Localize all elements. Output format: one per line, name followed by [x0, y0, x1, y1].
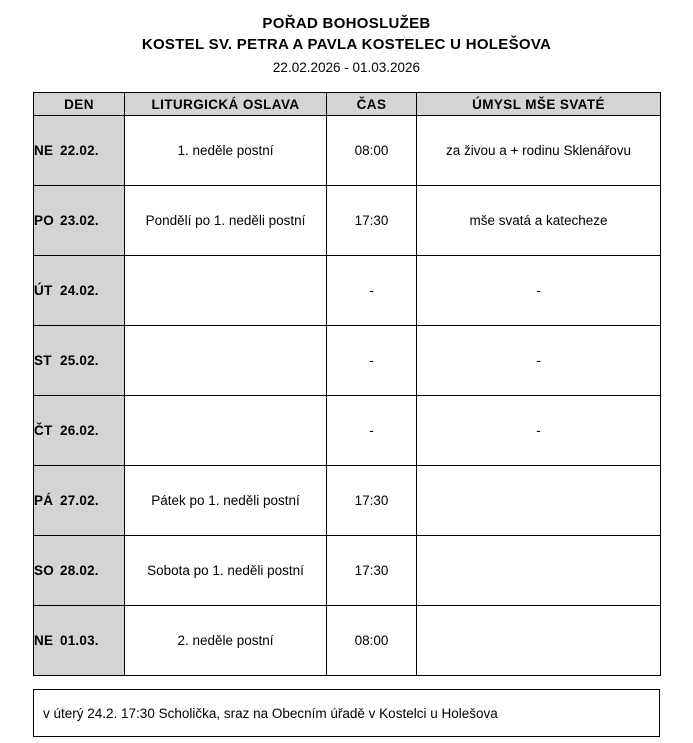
cell-time: -	[327, 256, 417, 326]
cell-day	[34, 186, 125, 256]
day-of-week: ÚT	[34, 283, 53, 298]
cell-liturgy	[125, 256, 327, 326]
table-row	[34, 396, 661, 466]
day-of-week: ST	[34, 353, 52, 368]
table-row	[34, 326, 661, 396]
day-of-week: PO	[34, 213, 54, 228]
cell-day	[34, 396, 125, 466]
table-header-row	[34, 93, 661, 116]
table-row	[34, 466, 661, 536]
day-of-week: ČT	[34, 423, 53, 438]
column-header-time: ČAS	[327, 93, 417, 116]
cell-liturgy	[125, 326, 327, 396]
table-header	[34, 93, 661, 116]
cell-intention: -	[417, 326, 661, 396]
day-of-week: PÁ	[34, 493, 54, 508]
day-of-week: NE	[34, 143, 54, 158]
cell-intention: mše svatá a katecheze	[417, 186, 661, 256]
footer-note-box	[33, 689, 660, 737]
cell-day	[34, 256, 125, 326]
footer-note-text: v úterý 24.2. 17:30 Scholička, sraz na Obecním úřadě v Kostelci u Holešova	[43, 705, 498, 721]
cell-day	[34, 466, 125, 536]
table-row	[34, 536, 661, 606]
table-row	[34, 116, 661, 186]
table-row	[34, 256, 661, 326]
cell-time: 08:00	[327, 116, 417, 186]
cell-intention: -	[417, 256, 661, 326]
day-date: 01.03.	[60, 633, 99, 648]
cell-time: -	[327, 326, 417, 396]
document-header	[0, 0, 693, 78]
cell-time: 17:30	[327, 536, 417, 606]
cell-time: -	[327, 396, 417, 466]
document-title: POŘAD BOHOSLUŽEB	[262, 15, 431, 32]
column-header-intention: ÚMYSL MŠE SVATÉ	[417, 93, 661, 116]
day-of-week: NE	[34, 633, 54, 648]
cell-intention	[417, 536, 661, 606]
day-date: 25.02.	[60, 353, 99, 368]
table-body	[34, 116, 661, 676]
cell-liturgy: Pondělí po 1. neděli postní	[125, 186, 327, 256]
column-header-day: DEN	[34, 93, 125, 116]
day-date: 26.02.	[60, 423, 99, 438]
cell-day	[34, 536, 125, 606]
table-row	[34, 186, 661, 256]
cell-day	[34, 116, 125, 186]
cell-time: 08:00	[327, 606, 417, 676]
column-header-liturgy: LITURGICKÁ OSLAVA	[125, 93, 327, 116]
day-date: 27.02.	[60, 493, 99, 508]
day-date: 24.02.	[60, 283, 99, 298]
day-date: 22.02.	[60, 143, 99, 158]
cell-liturgy: 1. neděle postní	[125, 116, 327, 186]
cell-day	[34, 606, 125, 676]
cell-intention	[417, 466, 661, 536]
cell-time: 17:30	[327, 186, 417, 256]
cell-liturgy: Sobota po 1. neděli postní	[125, 536, 327, 606]
cell-liturgy: 2. neděle postní	[125, 606, 327, 676]
document-subtitle: KOSTEL SV. PETRA A PAVLA KOSTELEC U HOLEŠOVA	[141, 36, 552, 53]
day-of-week: SO	[34, 563, 54, 578]
table-row	[34, 606, 661, 676]
cell-intention: za živou a + rodinu Sklenářovu	[417, 116, 661, 186]
cell-intention	[417, 606, 661, 676]
cell-liturgy: Pátek po 1. neděli postní	[125, 466, 327, 536]
day-date: 23.02.	[60, 213, 99, 228]
schedule-table-wrapper	[33, 92, 660, 676]
cell-time: 17:30	[327, 466, 417, 536]
cell-liturgy	[125, 396, 327, 466]
cell-intention: -	[417, 396, 661, 466]
cell-day	[34, 326, 125, 396]
schedule-table	[33, 92, 661, 676]
date-range: 22.02.2026 - 01.03.2026	[272, 60, 421, 75]
day-date: 28.02.	[60, 563, 99, 578]
